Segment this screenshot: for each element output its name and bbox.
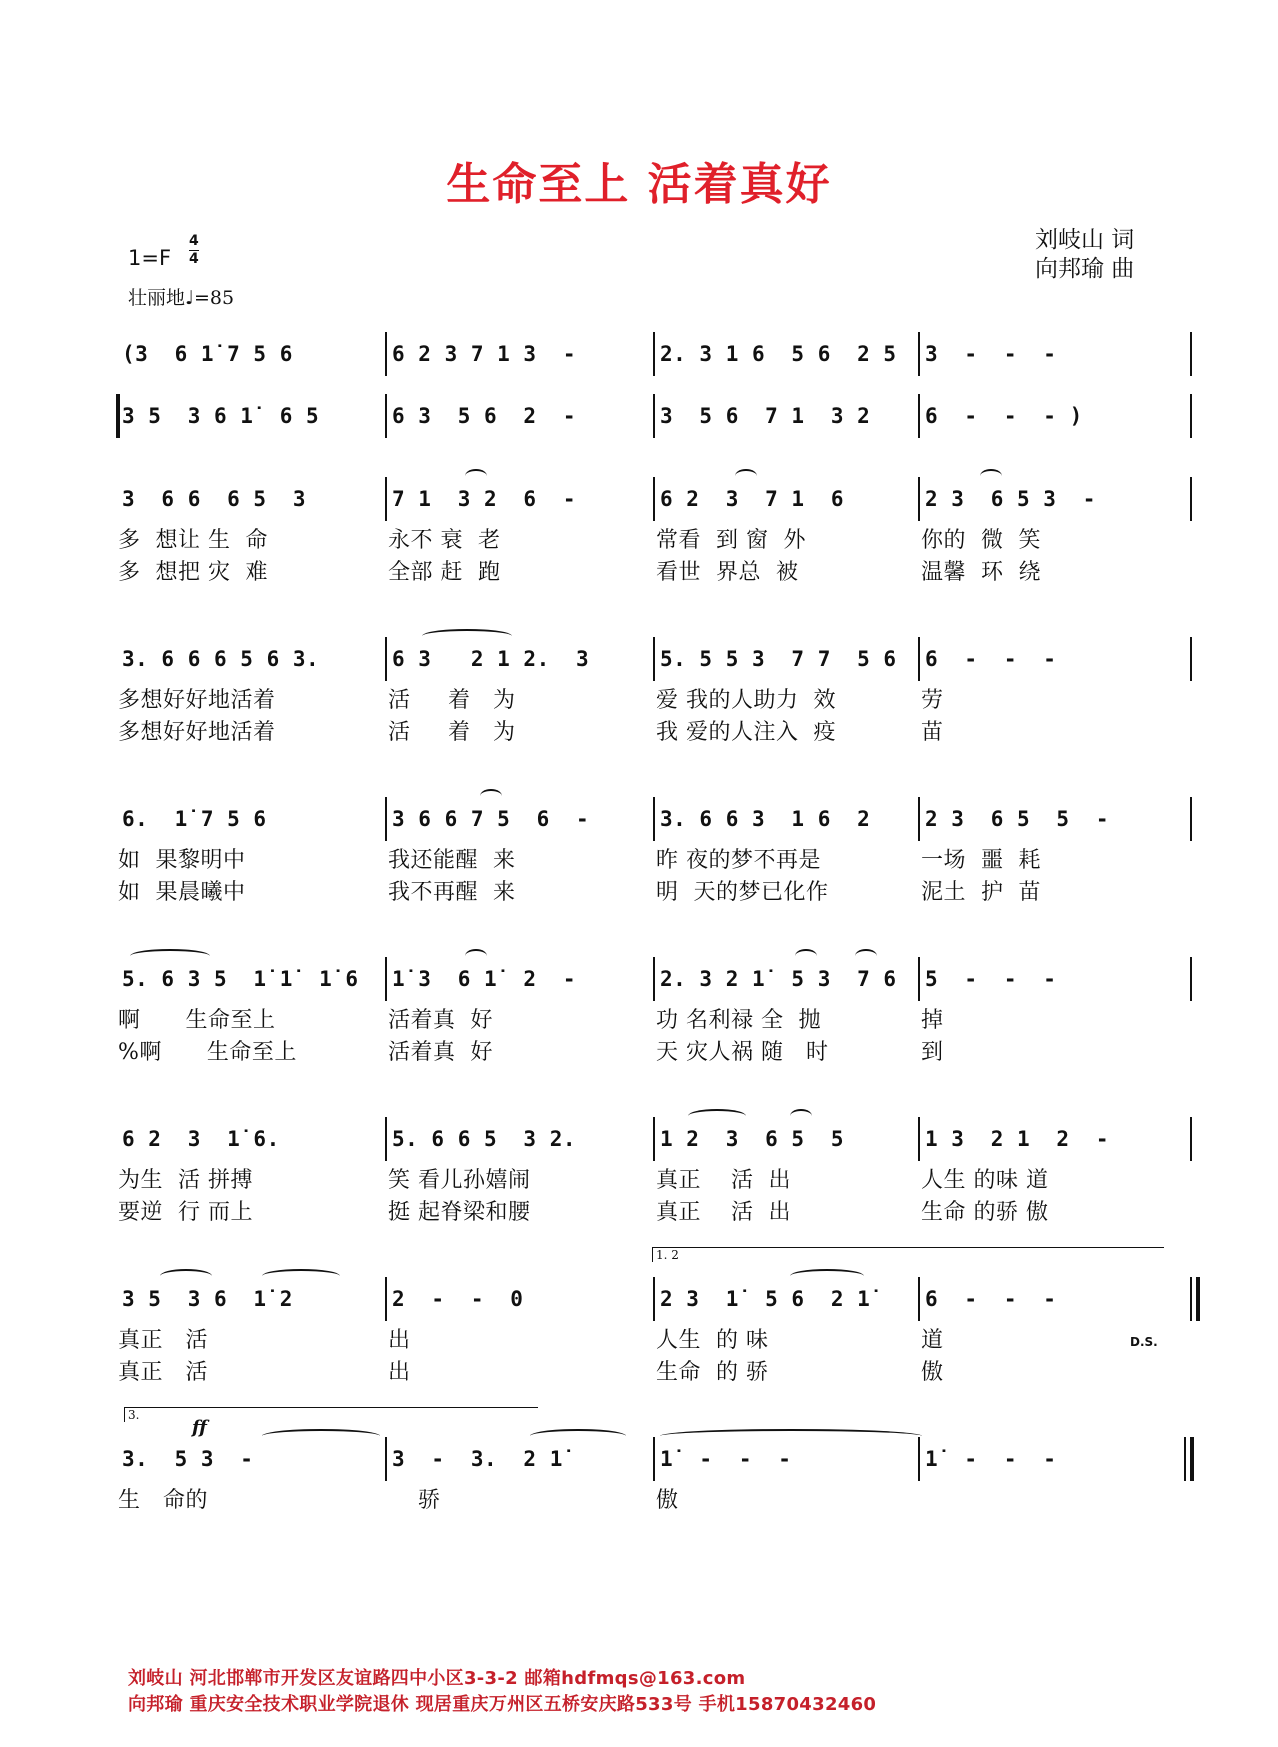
barline — [918, 797, 920, 841]
time-signature: 4 4 — [189, 233, 199, 267]
lyric-verse-1: 我还能醒 来 — [388, 848, 516, 873]
barline — [1190, 1117, 1192, 1161]
footer-line-lyricist: 刘岐山 河北邯郸市开发区友谊路四中小区3-3-2 邮箱hdfmqs@163.com — [128, 1668, 746, 1689]
lyric-verse-2: 出 — [388, 1360, 411, 1385]
barline — [1190, 1437, 1194, 1481]
slur-arc — [465, 469, 487, 483]
lyric-verse-1: 道 — [921, 1328, 944, 1353]
lyric-verse-1: 真正 活 — [118, 1328, 208, 1353]
lyric-verse-2: 要逆 行 而上 — [118, 1200, 253, 1225]
measure-notes: 6 - - - — [925, 647, 1057, 671]
slur-arc — [130, 949, 210, 963]
slur-arc — [855, 949, 877, 963]
measure-notes: 1̇ 3 6 1̇ 2 - — [392, 967, 577, 991]
lyric-verse-1: 为生 活 拼搏 — [118, 1168, 253, 1193]
measure-notes: 5. 5 5 3 7 7 5 6 — [660, 647, 897, 671]
lyric-verse-1: 真正 活 出 — [656, 1168, 791, 1193]
barline — [918, 332, 920, 376]
measure-notes: 3 6 6 7 5 6 - — [392, 807, 590, 831]
lyric-verse-1: 爱 我的人助力 效 — [656, 688, 836, 713]
lyric-verse-2: 泥土 护 苗 — [921, 880, 1041, 905]
measure-notes: 6 2 3 7 1 6 — [660, 487, 845, 511]
slur-arc — [530, 1429, 626, 1443]
measure-notes: 3 - 3. 2 1̇ — [392, 1447, 563, 1471]
barline — [653, 477, 655, 521]
slur-arc — [465, 949, 487, 963]
measure-notes: 3 5 6 7 1 3 2 — [660, 404, 871, 428]
measure-notes: 1 3 2 1 2 - — [925, 1127, 1110, 1151]
repeat-end-barline — [1196, 1277, 1200, 1321]
lyric-verse-1: 骄 — [388, 1488, 441, 1513]
composer: 向邦瑜 曲 — [1035, 256, 1135, 282]
repeat-start-barline — [116, 394, 120, 438]
final-barline — [1184, 1437, 1186, 1481]
barline — [653, 394, 655, 438]
measure-notes: 2 - - 0 — [392, 1287, 524, 1311]
song-title: 生命至上 活着真好 — [446, 159, 832, 210]
footer — [128, 1666, 876, 1718]
lyric-verse-1: 出 — [388, 1328, 411, 1353]
measure-notes: 6 3 2 1 2. 3 — [392, 647, 590, 671]
lyric-verse-2: 真正 活 — [118, 1360, 208, 1385]
slur-arc — [262, 1269, 340, 1283]
measure-notes: 5. 6 3 5 1̇ 1̇ 1̇ 6 — [122, 967, 359, 991]
lyric-verse-2: 我不再醒 来 — [388, 880, 516, 905]
measure-notes: 2 3 6 5 3 - — [925, 487, 1096, 511]
volta-bracket: 1. 2 — [652, 1247, 1164, 1262]
barline — [918, 477, 920, 521]
slur-arc — [795, 949, 817, 963]
measure-notes: 1̇ - - - — [660, 1447, 792, 1471]
credits — [1035, 226, 1134, 284]
lyric-verse-1: 一场 噩 耗 — [921, 848, 1041, 873]
barline — [385, 477, 387, 521]
barline — [385, 332, 387, 376]
slur-arc — [735, 469, 757, 483]
key-signature: 1=F — [128, 246, 172, 270]
barline — [918, 1437, 920, 1481]
lyric-verse-2: 温馨 环 绕 — [921, 560, 1041, 585]
lyric-verse-2: 到 — [921, 1040, 944, 1065]
lyric-verse-1: 傲 — [656, 1488, 679, 1513]
measure-notes: 6 - - - — [925, 1287, 1057, 1311]
lyric-verse-1: 活着真 好 — [388, 1008, 493, 1033]
dal-segno-mark: D.S. — [1130, 1335, 1158, 1349]
barline — [1190, 477, 1192, 521]
measure-notes: 7 1 3 2 6 - — [392, 487, 577, 511]
lyric-verse-1: 多想好好地活着 — [118, 688, 276, 713]
measure-notes: 3 - - - — [925, 342, 1057, 366]
barline — [385, 957, 387, 1001]
lyric-verse-2: 活 着 为 — [388, 720, 516, 745]
lyric-verse-2: 全部 赶 跑 — [388, 560, 501, 585]
barline — [918, 394, 920, 438]
barline — [918, 1117, 920, 1161]
lyric-verse-1: 多 想让 生 命 — [118, 528, 268, 553]
lyric-verse-1: 啊 生命至上 — [118, 1008, 276, 1033]
slur-arc — [790, 1109, 812, 1123]
barline — [1190, 637, 1192, 681]
barline — [385, 1277, 387, 1321]
measure-notes: 6 3 5 6 2 - — [392, 404, 577, 428]
barline — [1190, 332, 1192, 376]
barline — [1190, 957, 1192, 1001]
volta-bracket: 3. — [124, 1407, 538, 1422]
slur-arc — [790, 1269, 864, 1283]
lyric-verse-1: 掉 — [921, 1008, 944, 1033]
lyric-verse-2: 看世 界总 被 — [656, 560, 799, 585]
barline — [1190, 394, 1192, 438]
measure-notes: 3 5 3 6 1̇ 2 — [122, 1287, 293, 1311]
lyric-verse-2: 生命 的骄 傲 — [921, 1200, 1049, 1225]
barline — [385, 637, 387, 681]
measure-notes: 1 2 3 6 5 5 — [660, 1127, 845, 1151]
measure-notes: 3. 6 6 3 1 6 2 — [660, 807, 871, 831]
lyric-verse-1: 如 果黎明中 — [118, 848, 246, 873]
lyric-verse-1: 活 着 为 — [388, 688, 516, 713]
lyric-verse-2: 苗 — [921, 720, 944, 745]
barline — [653, 637, 655, 681]
footer-line-composer: 向邦瑜 重庆安全技术职业学院退休 现居重庆万州区五桥安庆路533号 手机15870432460 — [128, 1694, 877, 1715]
barline — [653, 332, 655, 376]
lyric-verse-1: 劳 — [921, 688, 944, 713]
lyric-verse-1: 生 命的 — [118, 1488, 208, 1513]
lyric-verse-1: 人生 的味 道 — [921, 1168, 1049, 1193]
barline — [385, 1117, 387, 1161]
measure-notes: 3. 5 3 - — [122, 1447, 254, 1471]
barline — [653, 1117, 655, 1161]
barline — [653, 957, 655, 1001]
lyric-verse-1: 功 名利禄 全 抛 — [656, 1008, 821, 1033]
lyric-verse-2: 生命 的 骄 — [656, 1360, 769, 1385]
measure-notes: 2 3 1̇ 5 6 2 1̇ — [660, 1287, 871, 1311]
lyric-verse-2: 如 果晨曦中 — [118, 880, 246, 905]
lyric-verse-2: %啊 生命至上 — [118, 1040, 297, 1065]
measure-notes: 2. 3 1 6 5 6 2 5 — [660, 342, 897, 366]
lyric-verse-2: 活着真 好 — [388, 1040, 493, 1065]
lyric-verse-1: 常看 到 窗 外 — [656, 528, 806, 553]
measure-notes: 1̇ - - - — [925, 1447, 1057, 1471]
lyric-verse-2: 明 天的梦已化作 — [656, 880, 829, 905]
lyric-verse-2: 我 爱的人注入 疫 — [656, 720, 836, 745]
barline — [385, 797, 387, 841]
lyric-verse-2: 天 灾人祸 随 时 — [656, 1040, 829, 1065]
lyric-verse-2: 多想好好地活着 — [118, 720, 276, 745]
slur-arc — [262, 1429, 380, 1443]
measure-notes: 5. 6 6 5 3 2. — [392, 1127, 577, 1151]
slur-arc — [660, 1429, 922, 1443]
measure-notes: 6 2 3 7 1 3 - — [392, 342, 577, 366]
barline — [653, 797, 655, 841]
barline — [918, 1277, 920, 1321]
slur-arc — [688, 1109, 746, 1123]
slur-arc — [480, 789, 502, 803]
dynamic-marking: ff — [192, 1417, 207, 1438]
lyric-verse-1: 人生 的 味 — [656, 1328, 769, 1353]
barline — [1190, 1277, 1192, 1321]
slur-arc — [160, 1269, 212, 1283]
lyric-verse-2: 多 想把 灾 难 — [118, 560, 268, 585]
lyric-verse-2: 挺 起脊梁和腰 — [388, 1200, 531, 1225]
slur-arc — [980, 469, 1002, 483]
barline — [918, 957, 920, 1001]
measure-notes: 6. 1̇ 7 5 6 — [122, 807, 267, 831]
lyric-verse-2: 傲 — [921, 1360, 944, 1385]
measure-notes: 3. 6 6 6 5 6 3. — [122, 647, 320, 671]
slur-arc — [422, 629, 512, 643]
measure-notes: (3 6 1̇ 7 5 6 — [122, 342, 293, 366]
measure-notes: 3 5 3 6 1̇ 6 5 — [122, 404, 320, 428]
barline — [653, 1437, 655, 1481]
lyric-verse-1: 昨 夜的梦不再是 — [656, 848, 821, 873]
lyric-verse-1: 你的 微 笑 — [921, 528, 1041, 553]
lyricist: 刘岐山 词 — [1035, 227, 1135, 253]
lyric-verse-1: 笑 看儿孙嬉闹 — [388, 1168, 531, 1193]
measure-notes: 6 2 3 1̇ 6. — [122, 1127, 280, 1151]
measure-notes: 2 3 6 5 5 - — [925, 807, 1110, 831]
lyric-verse-1: 永不 衰 老 — [388, 528, 501, 553]
measure-notes: 3 6 6 6 5 3 — [122, 487, 307, 511]
measure-notes: 2. 3 2 1̇ 5 3 7 6 — [660, 967, 897, 991]
measure-notes: 6 - - - ) — [925, 404, 1083, 428]
barline — [385, 394, 387, 438]
barline — [653, 1277, 655, 1321]
barline — [1190, 797, 1192, 841]
tempo-marking: 壮丽地♩=85 — [128, 287, 235, 309]
barline — [385, 1437, 387, 1481]
barline — [918, 637, 920, 681]
lyric-verse-2: 真正 活 出 — [656, 1200, 791, 1225]
measure-notes: 5 - - - — [925, 967, 1057, 991]
